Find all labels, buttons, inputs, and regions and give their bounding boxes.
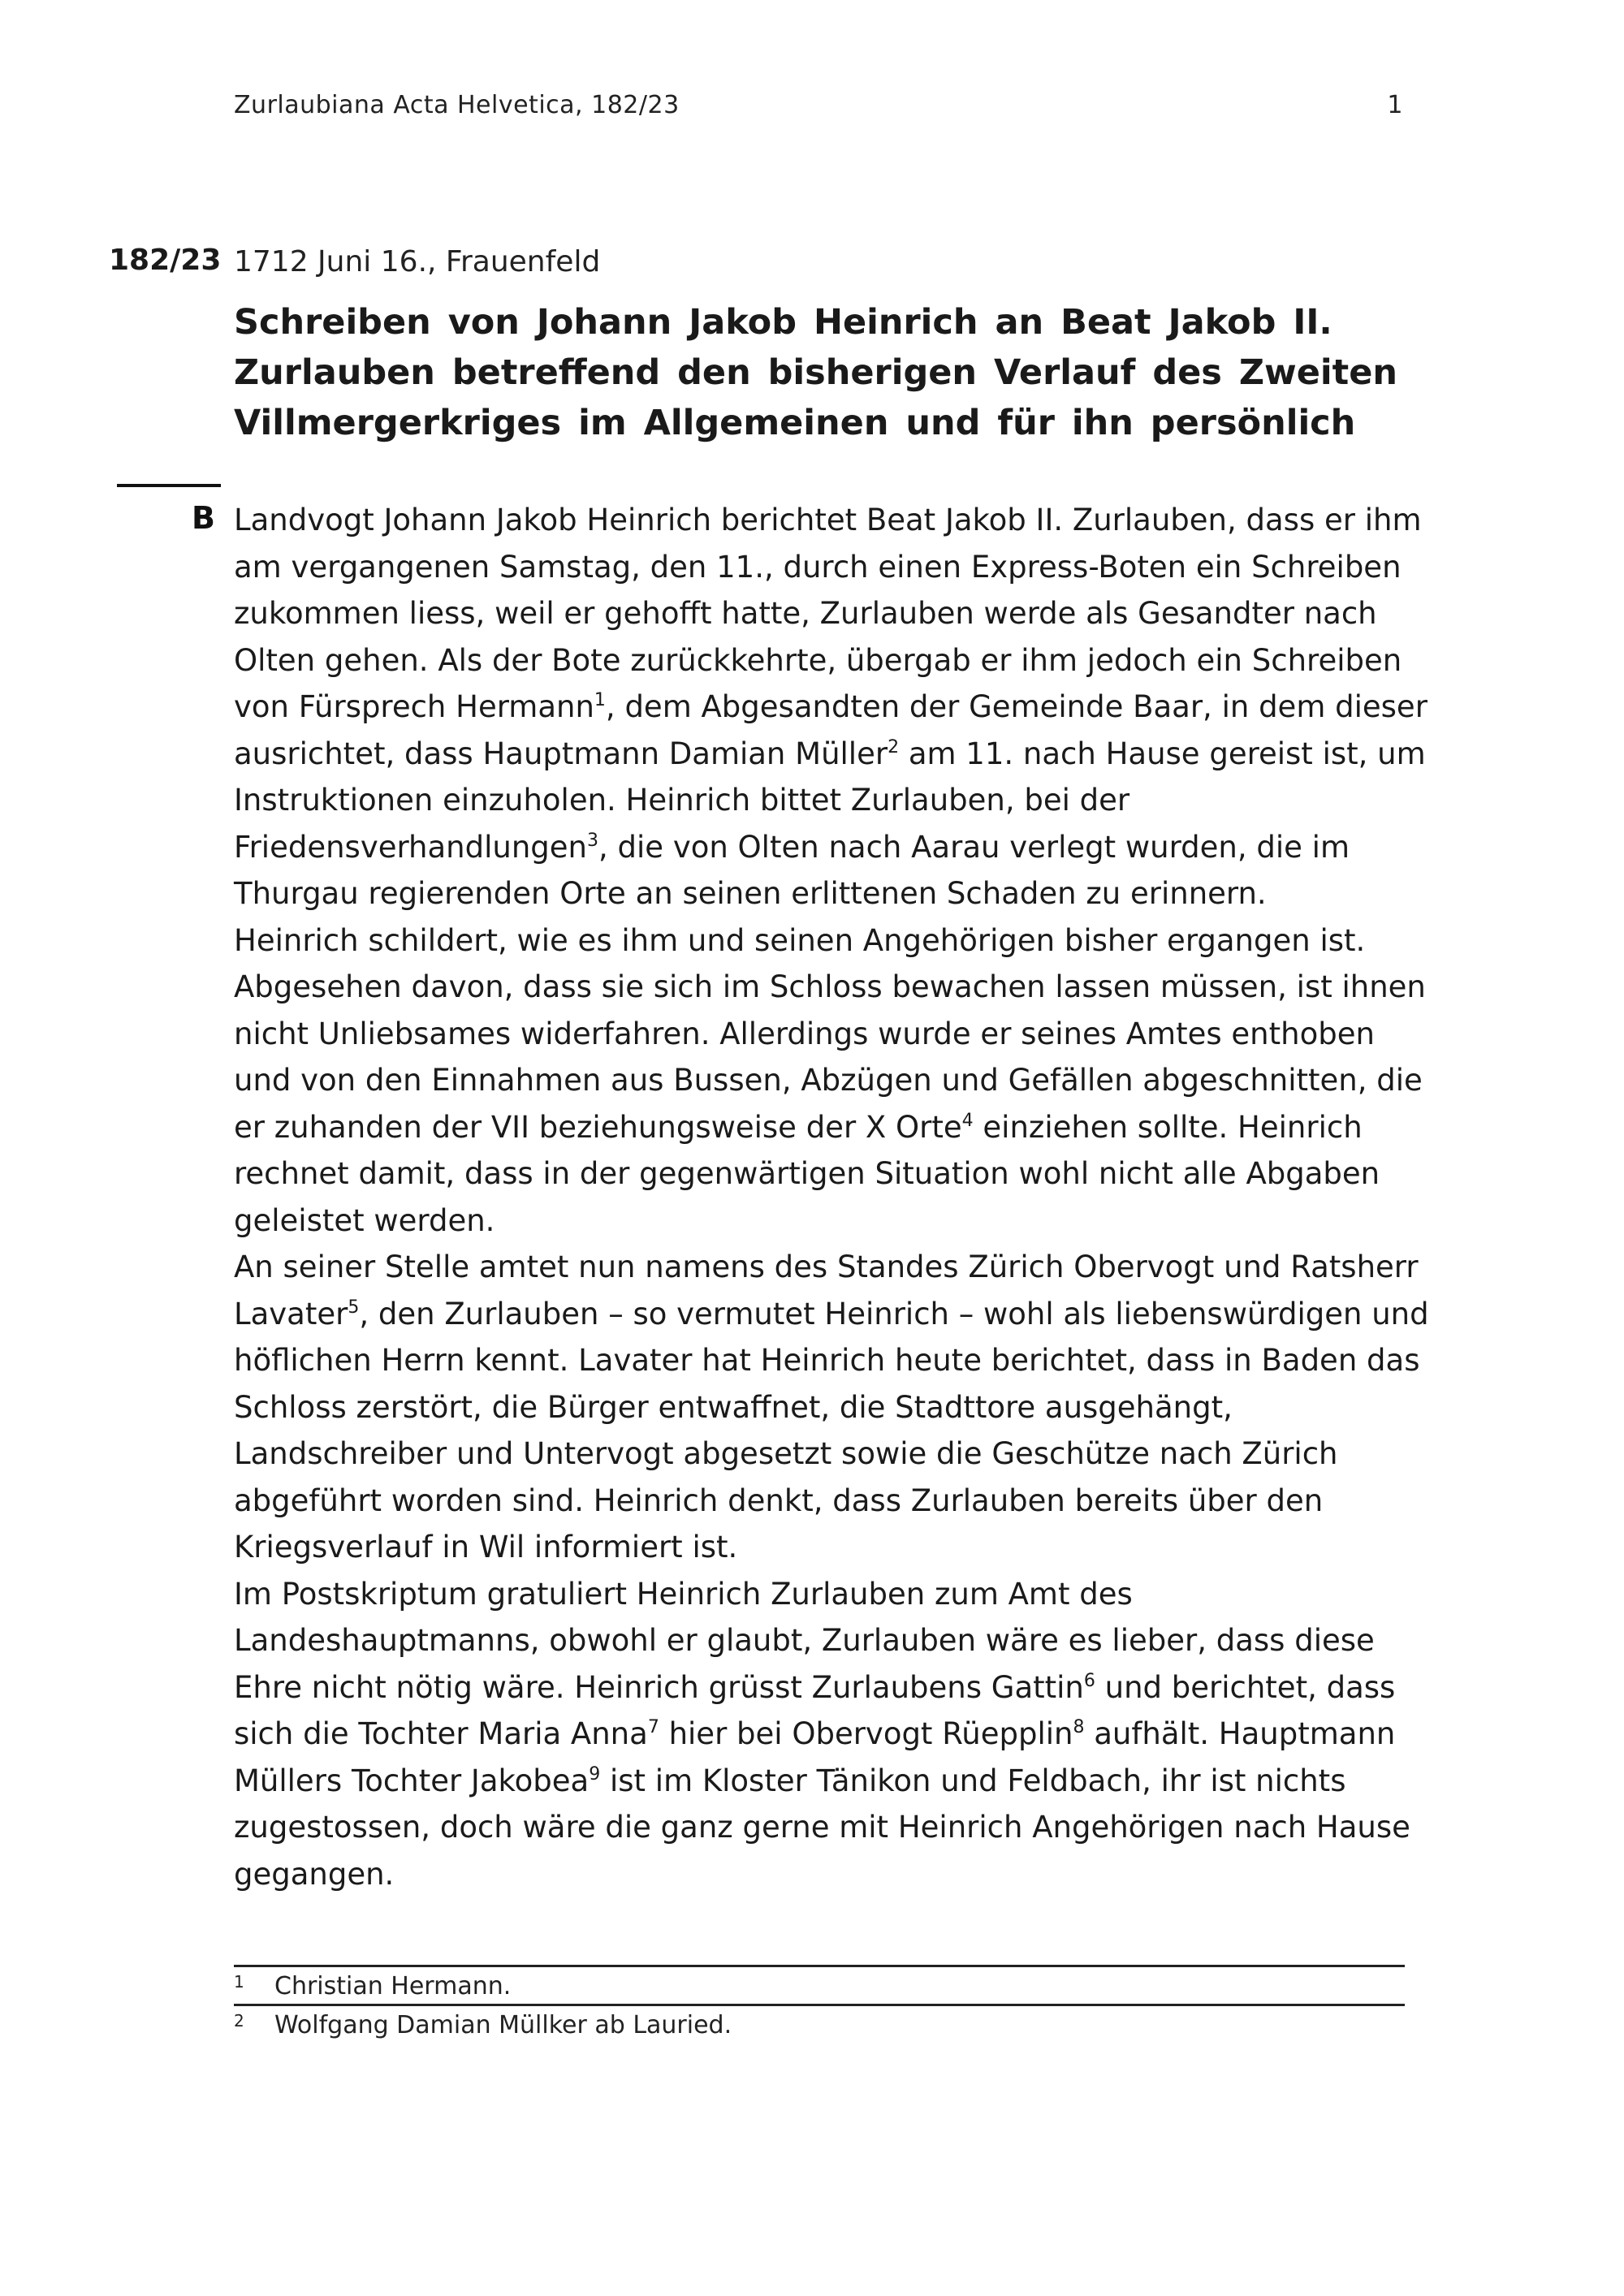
body-text-segment: Müllers Tochter Jakobea — [234, 1763, 590, 1798]
body-text-segment: Friedensverhandlungen — [234, 829, 587, 865]
footnote — [234, 2004, 1405, 2043]
body-line — [234, 1384, 1419, 1431]
body-line — [234, 870, 1419, 917]
footnote-ref: 4 — [961, 1110, 974, 1131]
body-text-segment: Olten gehen. Als der Bote zurückkehrte, übergab er ihm jedoch ein Schreiben — [234, 642, 1402, 678]
footnote-ref: 5 — [348, 1297, 360, 1318]
body-text-segment: rechnet damit, dass in der gegenwärtigen Situation wohl nicht alle Abgaben — [234, 1156, 1380, 1191]
body-text-segment: , die von Olten nach Aarau verlegt wurden, die im — [598, 829, 1350, 865]
body-line — [234, 544, 1419, 591]
body-line — [234, 824, 1419, 871]
body-line — [234, 1198, 1419, 1245]
entry-number: 182/23 — [109, 244, 222, 277]
regest-body — [234, 497, 1429, 1897]
body-line — [234, 1524, 1419, 1571]
body-text-segment: von Fürsprech Hermann — [234, 689, 594, 724]
body-text-segment: sich die Tochter Maria Anna — [234, 1716, 648, 1751]
body-line — [234, 1711, 1419, 1758]
body-line — [234, 590, 1419, 637]
body-text-segment: und berichtet, dass — [1095, 1669, 1396, 1705]
body-line — [234, 1431, 1419, 1478]
page-number: 1 — [1387, 91, 1403, 119]
body-line — [234, 917, 1419, 965]
body-text-segment: ausrichtet, dass Hauptmann Damian Müller — [234, 736, 888, 771]
body-text-segment: am vergangenen Samstag, den 11., durch einen Express-Boten ein Schreiben — [234, 549, 1402, 585]
running-title: Zurlaubiana Acta Helvetica, 182/23 — [234, 91, 680, 119]
footnote-ref: 7 — [647, 1717, 659, 1737]
section-rule — [117, 484, 221, 487]
body-line — [234, 1851, 1419, 1898]
body-line — [234, 777, 1419, 824]
body-text-segment: An seiner Stelle amtet nun namens des Standes Zürich Obervogt und Ratsherr — [234, 1249, 1419, 1284]
body-text-segment: und von den Einnahmen aus Bussen, Abzügen und Gefällen abgeschnitten, die — [234, 1063, 1423, 1098]
body-text-segment: , den Zurlauben – so vermutet Heinrich – wohl als liebenswürdigen und — [359, 1296, 1429, 1331]
footnote — [234, 1965, 1405, 2004]
body-text-segment: Landvogt Johann Jakob Heinrich berichtet Beat Jakob II. Zurlauben, dass er ihm — [234, 503, 1422, 537]
section-marker: B — [192, 500, 215, 536]
footnote-text: Christian Hermann. — [274, 1972, 512, 2000]
entry-title — [234, 297, 1397, 448]
body-text-segment: Instruktionen einzuholen. Heinrich bittet Zurlauben, bei der — [234, 783, 1130, 818]
body-line — [234, 497, 1422, 544]
body-text-segment: geleistet werden. — [234, 1202, 495, 1238]
entry-date-place: 1712 Juni 16., Frauenfeld — [234, 245, 601, 278]
footnote-ref: 1 — [594, 690, 606, 710]
body-text-segment: zukommen liess, weil er gehofft hatte, Zurlauben werde als Gesandter nach — [234, 596, 1377, 631]
footnote-ref: 2 — [888, 736, 900, 757]
body-line — [234, 1617, 1419, 1664]
body-line — [234, 1758, 1419, 1805]
body-text-segment: , dem Abgesandten der Gemeinde Baar, in dem dieser — [605, 689, 1427, 724]
body-line — [234, 1011, 1419, 1058]
body-line — [234, 1571, 1419, 1618]
footnotes — [234, 1965, 1405, 2043]
body-line — [234, 1804, 1419, 1851]
body-line — [234, 731, 1426, 778]
body-line — [234, 1664, 1419, 1711]
title-line: Villmergerkriges im Allgemeinen und für ihn persönlich — [234, 403, 1356, 443]
footnote-number: 1 — [234, 1972, 244, 1992]
body-text-segment: nicht Unliebsames widerfahren. Allerdings wurde er seines Amtes enthoben — [234, 1016, 1375, 1051]
body-line — [234, 1291, 1429, 1338]
title-line: Schreiben von Johann Jakob Heinrich an Beat Jakob II. — [234, 302, 1332, 343]
body-line — [234, 684, 1427, 731]
body-line — [234, 964, 1426, 1011]
body-text-segment: einziehen sollte. Heinrich — [973, 1109, 1363, 1145]
body-text-segment: abgeführt worden sind. Heinrich denkt, dass Zurlauben bereits über den — [234, 1482, 1324, 1518]
title-line: Zurlauben betreffend den bisherigen Verlauf des Zweiten — [234, 352, 1397, 393]
body-line — [234, 1150, 1419, 1198]
footnote-number: 2 — [234, 2011, 244, 2031]
body-text-segment: er zuhanden der VII beziehungsweise der X Orte — [234, 1109, 962, 1145]
body-text-segment: gegangen. — [234, 1856, 395, 1892]
body-text-segment: hier bei Obervogt Rüepplin — [659, 1716, 1073, 1751]
body-line — [234, 637, 1419, 684]
body-text-segment: höflichen Herrn kennt. Lavater hat Heinrich heute berichtet, dass in Baden das — [234, 1343, 1420, 1378]
body-line — [234, 1104, 1419, 1151]
body-text-segment: ist im Kloster Tänikon und Feldbach, ihr ist nichts — [600, 1763, 1346, 1798]
footnote-ref: 3 — [587, 830, 598, 851]
body-text-segment: Kriegsverlauf in Wil informiert ist. — [234, 1530, 738, 1564]
body-text-segment: Heinrich schildert, wie es ihm und seinen Angehörigen bisher ergangen ist. — [234, 922, 1366, 958]
body-line — [234, 1478, 1419, 1525]
footnote-ref: 8 — [1073, 1717, 1085, 1737]
running-header — [234, 91, 1403, 119]
body-text-segment: aufhält. Hauptmann — [1084, 1716, 1396, 1751]
body-text-segment: Lavater — [234, 1296, 348, 1331]
body-text-segment: Thurgau regierenden Orte an seinen erlittenen Schaden zu erinnern. — [234, 876, 1267, 911]
footnote-ref: 6 — [1083, 1670, 1095, 1691]
body-text-segment: Schloss zerstört, die Bürger entwaffnet, die Stadttore ausgehängt, — [234, 1389, 1233, 1425]
body-text-segment: Im Postskriptum gratuliert Heinrich Zurlauben zum Amt des — [234, 1576, 1133, 1612]
body-text-segment: Ehre nicht nötig wäre. Heinrich grüsst Zurlaubens Gattin — [234, 1669, 1084, 1705]
body-text-segment: Landschreiber und Untervogt abgesetzt sowie die Geschütze nach Zürich — [234, 1436, 1338, 1471]
footnote-text: Wolfgang Damian Müllker ab Lauried. — [274, 2011, 732, 2039]
footnote-ref: 9 — [589, 1763, 601, 1785]
body-text-segment: Landeshauptmanns, obwohl er glaubt, Zurlauben wäre es lieber, dass diese — [234, 1623, 1375, 1658]
body-text-segment: am 11. nach Hause gereist ist, um — [899, 736, 1426, 771]
body-line — [234, 1337, 1419, 1384]
body-text-segment: zugestossen, doch wäre die ganz gerne mit Heinrich Angehörigen nach Hause — [234, 1810, 1410, 1845]
body-line — [234, 1057, 1423, 1104]
body-text-segment: Abgesehen davon, dass sie sich im Schloss bewachen lassen müssen, ist ihnen — [234, 969, 1426, 1004]
body-line — [234, 1244, 1419, 1291]
